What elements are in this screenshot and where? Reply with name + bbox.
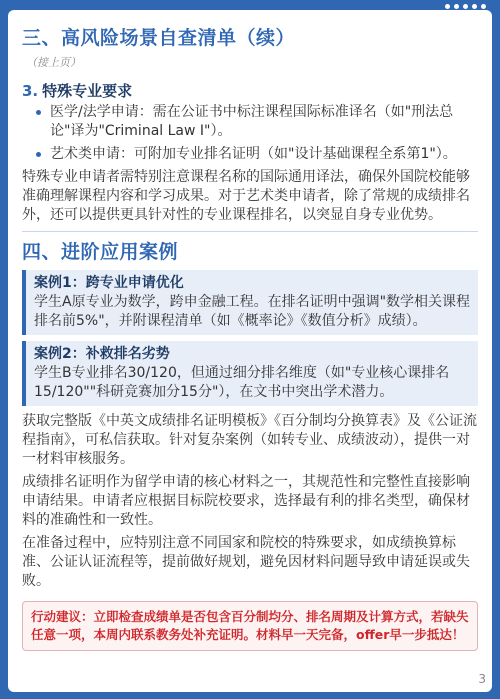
dot-icon	[454, 4, 459, 9]
case-box-1	[22, 270, 478, 335]
page-card	[8, 10, 492, 692]
special-requirements-heading	[22, 80, 478, 101]
special-requirements-list	[22, 103, 478, 164]
dot-icon	[481, 4, 486, 9]
case-text: 学生B专业排名30/120，但通过细分排名维度（如"专业核心课排名15/120""科研竞赛加分15分"），在文书中突出学术潜力。	[34, 365, 450, 400]
section-divider	[22, 231, 478, 232]
continued-note: （接上页）	[26, 56, 81, 69]
paragraph-preparation: 在准备过程中，应特别注意不同国家和院校的特殊要求，如成绩换算标准、公证认证流程等，提前做好规划，避免因材料问题导致申请延误或失败。	[22, 535, 470, 589]
section-3-title: 三、高风险场景自查清单（续）	[22, 27, 296, 49]
paragraph-resources: 获取完整版《中英文成绩排名证明模板》《百分制均分换算表》及《公证流程指南》，可私信获取。针对复杂案例（如转专业、成绩波动），提供一对一材料审核服务。	[22, 413, 477, 467]
heading-number: 3.	[22, 82, 39, 100]
case-text: 学生A原专业为数学，跨申金融工程。在排名证明中强调"数学相关课程排名前5%"，并附课程清单（如《概率论》《数值分析》成绩）。	[34, 294, 471, 329]
dot-icon	[463, 4, 468, 9]
action-advice-box: 行动建议：立即检查成绩单是否包含百分制均分、排名周期及计算方式，若缺失任意一项，本周内联系教务处补充证明。材料早一天完备，offer早一步抵达！	[22, 601, 478, 651]
case-title: 案例2：补救排名劣势	[34, 346, 170, 362]
heading-text: 特殊专业要求	[42, 82, 133, 100]
section-4-title: 四、进阶应用案例	[22, 241, 179, 263]
special-paragraph: 特殊专业申请者需特别注意课程名称的国际通用译法，确保外国院校能够准确理解课程内容和学习成果。对于艺术类申请者，除了常规的成绩排名外，还可以提供更具针对性的专业课程排名，以突显自身专业优势。	[22, 169, 470, 223]
case-box-2	[22, 341, 478, 406]
dot-icon	[445, 4, 450, 9]
page-dots-decoration	[445, 4, 486, 9]
dot-icon	[472, 4, 477, 9]
paragraph-importance: 成绩排名证明作为留学申请的核心材料之一，其规范性和完整性直接影响申请结果。申请者应根据目标院校要求，选择最有利的排名类型，确保材料的准确性和一致性。	[22, 474, 470, 528]
case-title: 案例1：跨专业申请优化	[34, 275, 184, 291]
page-number: 3	[478, 672, 486, 686]
list-item: 艺术类申请：可附加专业排名证明（如"设计基础课程全系第1"）。	[36, 145, 478, 164]
list-item: 医学/法学申请：需在公证书中标注课程国际标准译名（如"刑法总论"译为"Criminal Law I"）。	[36, 103, 478, 141]
